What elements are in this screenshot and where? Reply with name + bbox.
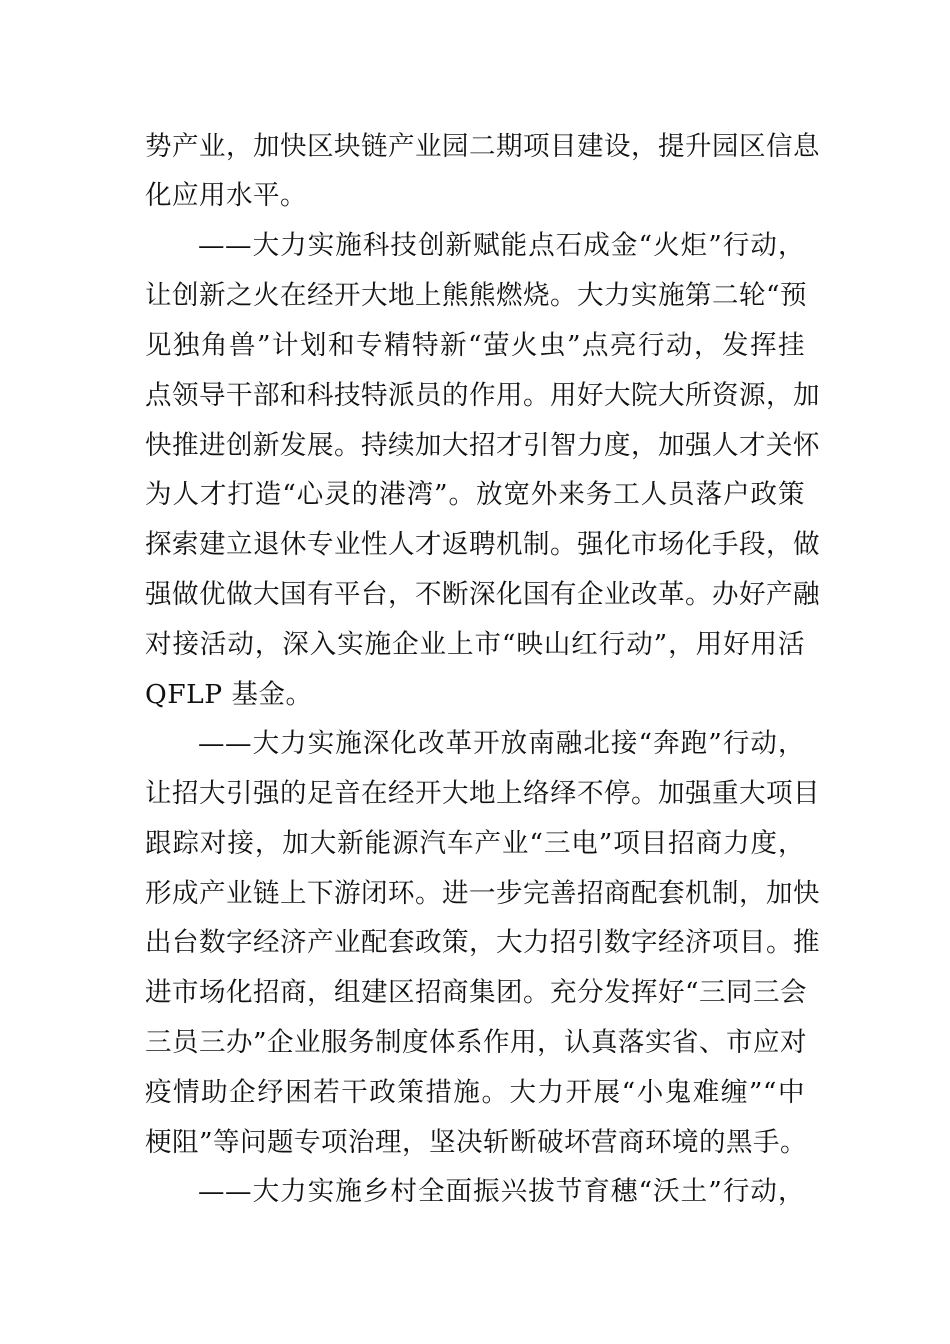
text-line: ——大力实施深化改革开放南融北接“奔跑”行动， bbox=[198, 728, 805, 759]
text-line: 三员三办”企业服务制度体系作用，认真落实省、市应对 bbox=[145, 1027, 808, 1058]
text-line: 进市场化招商，组建区招商集团。充分发挥好“三同三会 bbox=[145, 977, 808, 1008]
text-line: 点领导干部和科技特派员的作用。用好大院大所资源，加 bbox=[145, 380, 820, 411]
text-line: 梗阻”等问题专项治理，坚决斩断破坏营商环境的黑手。 bbox=[145, 1127, 808, 1158]
text-line: 跟踪对接，加大新能源汽车产业“三电”项目招商力度， bbox=[145, 828, 805, 859]
text-line: 让创新之火在经开大地上熊熊燃烧。大力实施第二轮“预 bbox=[145, 280, 808, 311]
text-line: 出台数字经济产业配套政策，大力招引数字经济项目。推 bbox=[145, 927, 820, 958]
text-line: 探索建立退休专业性人才返聘机制。强化市场化手段，做 bbox=[145, 529, 820, 560]
text-line: ——大力实施科技创新赋能点石成金“火炬”行动， bbox=[198, 230, 805, 261]
text-line: 强做优做大国有平台，不断深化国有企业改革。办好产融 bbox=[145, 579, 820, 610]
text-line: 疫情助企纾困若干政策措施。大力开展“小鬼难缠”“中 bbox=[145, 1077, 805, 1108]
text-line: 为人才打造“心灵的港湾”。放宽外来务工人员落户政策 bbox=[145, 479, 805, 510]
text-line: 对接活动，深入实施企业上市“映山红行动”，用好用活 bbox=[145, 629, 805, 660]
text-line: 势产业，加快区块链产业园二期项目建设，提升园区信息 bbox=[145, 131, 820, 162]
text-line: 见独角兽”计划和专精特新“萤火虫”点亮行动，发挥挂 bbox=[145, 330, 805, 361]
text-line: ——大力实施乡村全面振兴拔节育穗“沃土”行动， bbox=[198, 1176, 805, 1207]
text-line: 化应用水平。 bbox=[145, 180, 307, 211]
text-line: 形成产业链上下游闭环。进一步完善招商配套机制，加快 bbox=[145, 878, 820, 909]
text-line: 让招大引强的足音在经开大地上络绎不停。加强重大项目 bbox=[145, 778, 820, 809]
text-line: 快推进创新发展。持续加大招才引智力度，加强人才关怀 bbox=[145, 430, 820, 461]
text-line: QFLP 基金。 bbox=[145, 679, 313, 710]
